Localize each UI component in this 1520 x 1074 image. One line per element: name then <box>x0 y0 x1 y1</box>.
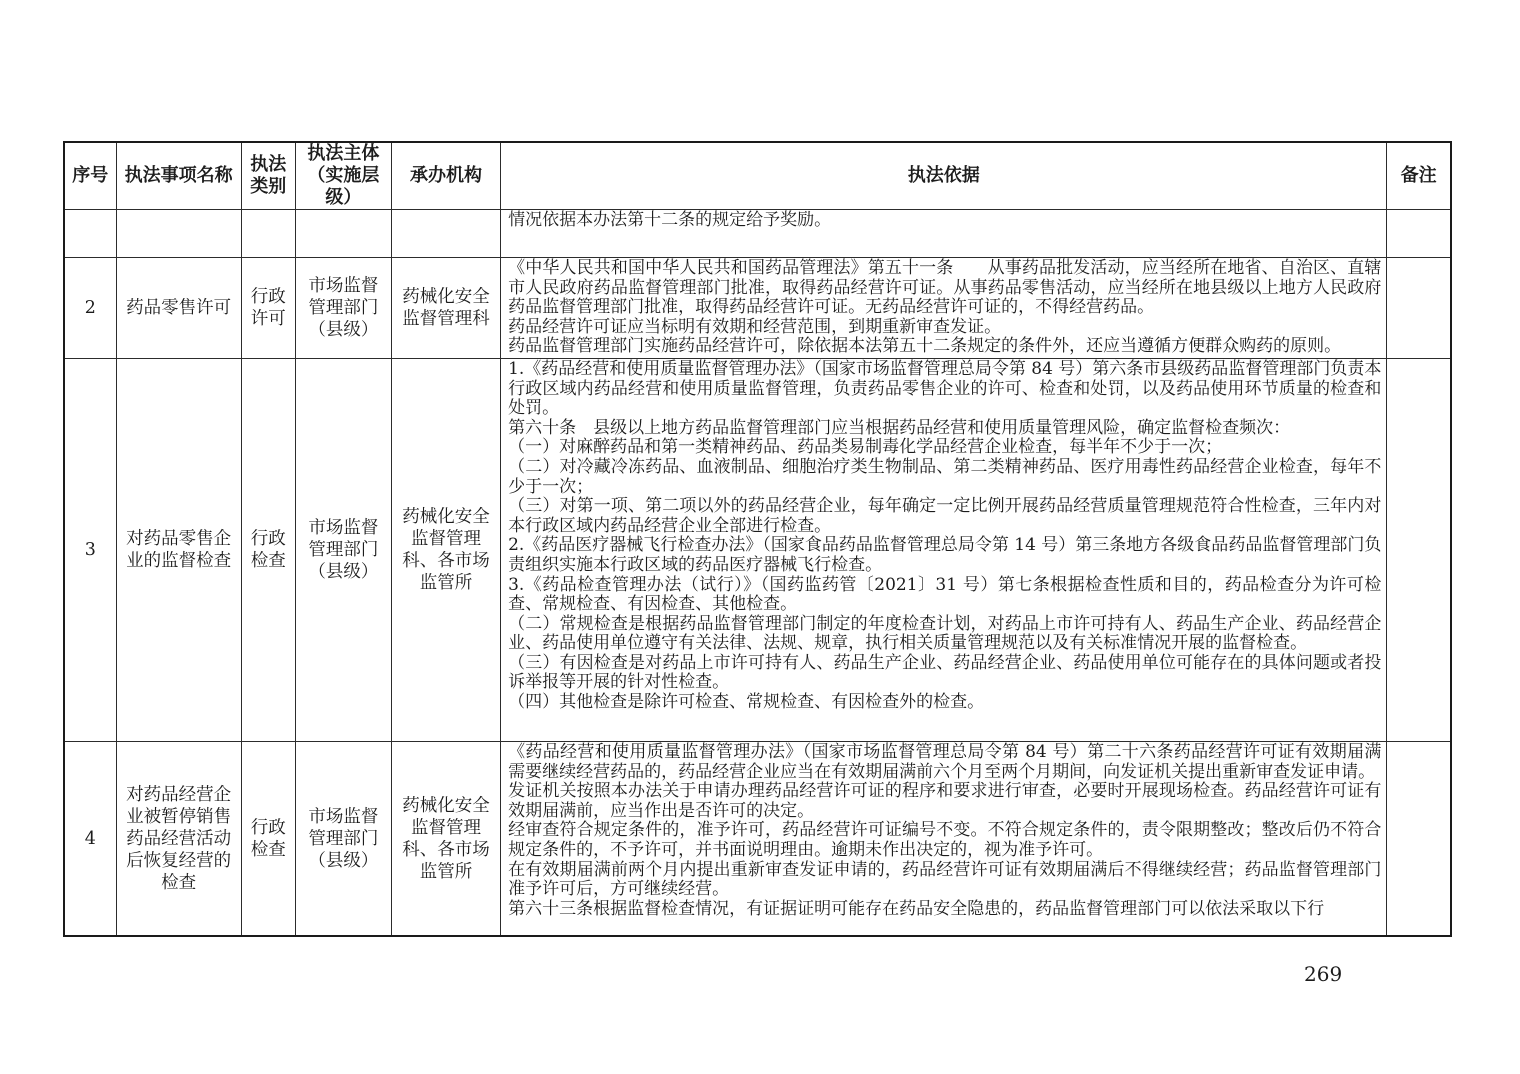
table-row-3 <box>64 358 1451 741</box>
cell-category: 行政检查 <box>241 358 295 741</box>
table-row-continuation <box>64 210 1451 258</box>
cell-agency: 药械化安全监督管理科 <box>391 258 500 359</box>
header-cell-remark: 备注 <box>1387 142 1451 210</box>
header-cell-basis: 执法依据 <box>501 142 1387 210</box>
cell-agency: 药械化安全监督管理科、各市场监管所 <box>391 358 500 741</box>
cell-seq: 2 <box>64 258 116 359</box>
cell-basis: 《药品经营和使用质量监督管理办法》（国家市场监督管理总局令第 84 号）第二十六条药品经营许可证有效期届满需要继续经营药品的，药品经营企业应当在有效期届满前六个月至两个月期间，向发证机关提出重新审查发证申请。 发证机关按照本办法关于申请办理药品经营许可证的程序和要求进行审查，必要时开展现场检查。药品经营许可证有效期届满前，应当作出是否许可的决定。 经审查符合规定条件的，准予许可，药品经营许可证编号不变。不符合规定条件的，责令限期整改；整改后仍不符合规定条件的，不予许可，并书面说明理由。逾期未作出决定的，视为准予许可。 在有效期届满前两个月内提出重新审查发证申请的，药品经营许可证有效期届满后不得继续经营；药品监督管理部门准予许可后，方可继续经营。 第六十三条根据监督检查情况，有证据证明可能存在药品安全隐患的，药品监督管理部门可以依法采取以下行 <box>501 741 1387 936</box>
cell-seq: 3 <box>64 358 116 741</box>
header-cell-agency: 承办机构 <box>391 142 500 210</box>
table-row-2 <box>64 258 1451 359</box>
cell-category: 行政检查 <box>241 741 295 936</box>
cell-basis: 情况依据本办法第十二条的规定给予奖励。 <box>501 210 1387 258</box>
cell-agency <box>391 210 500 258</box>
cell-name: 对药品经营企业被暂停销售药品经营活动后恢复经营的检查 <box>116 741 241 936</box>
header-cell-category: 执法类别 <box>241 142 295 210</box>
cell-subject: 市场监督管理部门（县级） <box>295 258 391 359</box>
cell-subject <box>295 210 391 258</box>
cell-remark <box>1387 258 1451 359</box>
header-cell-subject: 执法主体（实施层级） <box>295 142 391 210</box>
cell-name <box>116 210 241 258</box>
cell-remark <box>1387 210 1451 258</box>
header-cell-name: 执法事项名称 <box>116 142 241 210</box>
cell-category: 行政许可 <box>241 258 295 359</box>
cell-remark <box>1387 741 1451 936</box>
cell-remark <box>1387 358 1451 741</box>
cell-category <box>241 210 295 258</box>
header-cell-seq: 序号 <box>64 142 116 210</box>
cell-seq: 4 <box>64 741 116 936</box>
cell-seq <box>64 210 116 258</box>
cell-name: 对药品零售企业的监督检查 <box>116 358 241 741</box>
cell-name: 药品零售许可 <box>116 258 241 359</box>
cell-subject: 市场监督管理部门（县级） <box>295 741 391 936</box>
table-header-row <box>64 142 1451 210</box>
page-number: 269 <box>1304 962 1343 986</box>
enforcement-items-table <box>63 141 1452 937</box>
cell-basis: 1.《药品经营和使用质量监督管理办法》（国家市场监督管理总局令第 84 号）第六条市县级药品监督管理部门负责本行政区域内药品经营和使用质量监督管理，负责药品零售企业的许可、检查和处罚，以及药品使用环节质量的检查和处罚。 第六十条 县级以上地方药品监督管理部门应当根据药品经营和使用质量管理风险，确定监督检查频次： （一）对麻醉药品和第一类精神药品、药品类易制毒化学品经营企业检查，每半年不少于一次； （二）对冷藏冷冻药品、血液制品、细胞治疗类生物制品、第二类精神药品、医疗用毒性药品经营企业检查，每年不少于一次； （三）对第一项、第二项以外的药品经营企业，每年确定一定比例开展药品经营质量管理规范符合性检查，三年内对本行政区域内药品经营企业全部进行检查。 2.《药品医疗器械飞行检查办法》（国家食品药品监督管理总局令第 14 号）第三条地方各级食品药品监督管理部门负责组织实施本行政区域的药品医疗器械飞行检查。 3.《药品检查管理办法（试行）》（国药监药管〔2021〕31 号）第七条根据检查性质和目的，药品检查分为许可检查、常规检查、有因检查、其他检查。 （二）常规检查是根据药品监督管理部门制定的年度检查计划，对药品上市许可持有人、药品生产企业、药品经营企业、药品使用单位遵守有关法律、法规、规章，执行相关质量管理规范以及有关标准情况开展的监督检查。 （三）有因检查是对药品上市许可持有人、药品生产企业、药品经营企业、药品使用单位可能存在的具体问题或者投诉举报等开展的针对性检查。 （四）其他检查是除许可检查、常规检查、有因检查外的检查。 <box>501 358 1387 741</box>
cell-agency: 药械化安全监督管理科、各市场监管所 <box>391 741 500 936</box>
table-row-4 <box>64 741 1451 936</box>
cell-subject: 市场监督管理部门（县级） <box>295 358 391 741</box>
cell-basis: 《中华人民共和国中华人民共和国药品管理法》第五十一条 从事药品批发活动，应当经所在地省、自治区、直辖市人民政府药品监督管理部门批准，取得药品经营许可证。从事药品零售活动，应当经所在地县级以上地方人民政府药品监督管理部门批准，取得药品经营许可证。无药品经营许可证的，不得经营药品。 药品经营许可证应当标明有效期和经营范围，到期重新审查发证。 药品监督管理部门实施药品经营许可，除依据本法第五十二条规定的条件外，还应当遵循方便群众购药的原则。 <box>501 258 1387 359</box>
